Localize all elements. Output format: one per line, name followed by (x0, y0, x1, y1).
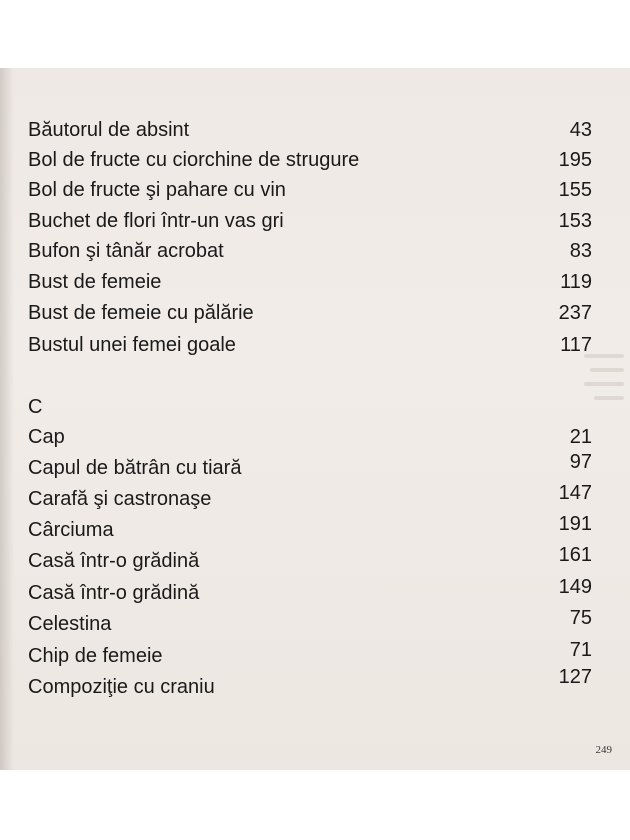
entry-title: Casă într-o grădină (28, 550, 200, 572)
entry-page-number: 71 (569, 639, 592, 661)
entry-title: Bust de femeie (28, 271, 162, 293)
entry-title: Capul de bătrân cu tiară (28, 457, 242, 479)
index-entry (28, 666, 592, 702)
index-entry (28, 422, 592, 452)
index-entry (28, 330, 592, 360)
entry-page-number: 195 (558, 149, 592, 171)
show-through-mark (594, 396, 624, 400)
entry-page-number: 149 (558, 576, 592, 598)
entry-title: Bust de femeie cu pălărie (28, 302, 254, 324)
page-number: 249 (595, 744, 612, 756)
entry-title: Celestina (28, 613, 112, 635)
entry-page-number: 155 (558, 179, 592, 201)
entry-title: Cap (28, 426, 65, 448)
entry-title: Chip de femeie (28, 645, 163, 667)
index-entry (28, 206, 592, 236)
index-entry (28, 609, 592, 639)
show-through-mark (590, 368, 624, 372)
index-entry (28, 267, 592, 297)
entry-page-number: 21 (569, 426, 592, 448)
index-entry (28, 175, 592, 205)
index-entry (28, 298, 592, 328)
index-entry (28, 641, 592, 671)
index-entry (28, 145, 592, 175)
index-entry (28, 546, 592, 576)
entry-page-number: 83 (569, 240, 592, 262)
entry-page-number: 119 (560, 271, 592, 293)
entry-page-number: 97 (569, 451, 592, 473)
index-entry (28, 578, 592, 608)
index-entry (28, 115, 592, 145)
entry-title: Compoziţie cu craniu (28, 676, 215, 698)
entry-page-number: 237 (558, 302, 592, 324)
index-entry (28, 515, 592, 545)
index-entry (28, 453, 592, 483)
entry-page-number: 75 (569, 607, 592, 629)
entry-title: Buchet de flori într-un vas gri (28, 210, 284, 232)
entry-page-number: 191 (558, 513, 592, 535)
entry-title: Bustul unei femei goale (28, 334, 236, 356)
entry-title: Bol de fructe cu ciorchine de strugure (28, 149, 360, 171)
section-letter: C (28, 396, 43, 418)
entry-page-number: 43 (569, 119, 592, 141)
book-page (0, 68, 630, 770)
entry-title: Bufon şi tânăr acrobat (28, 240, 224, 262)
entry-title: Casă într-o grădină (28, 582, 200, 604)
entry-title: Bol de fructe şi pahare cu vin (28, 179, 286, 201)
entry-title: Băutorul de absint (28, 119, 190, 141)
show-through-mark (584, 382, 624, 386)
entry-title: Cârciuma (28, 519, 114, 541)
entry-page-number: 153 (558, 210, 592, 232)
entry-title: Carafă şi castronaşe (28, 488, 212, 510)
show-through-mark (584, 354, 624, 358)
entry-page-number: 161 (558, 544, 592, 566)
index-entry (28, 236, 592, 266)
entry-page-number: 117 (560, 334, 592, 356)
entry-page-number: 147 (558, 482, 592, 504)
index-entry (28, 484, 592, 514)
entry-page-number: 127 (558, 666, 592, 688)
